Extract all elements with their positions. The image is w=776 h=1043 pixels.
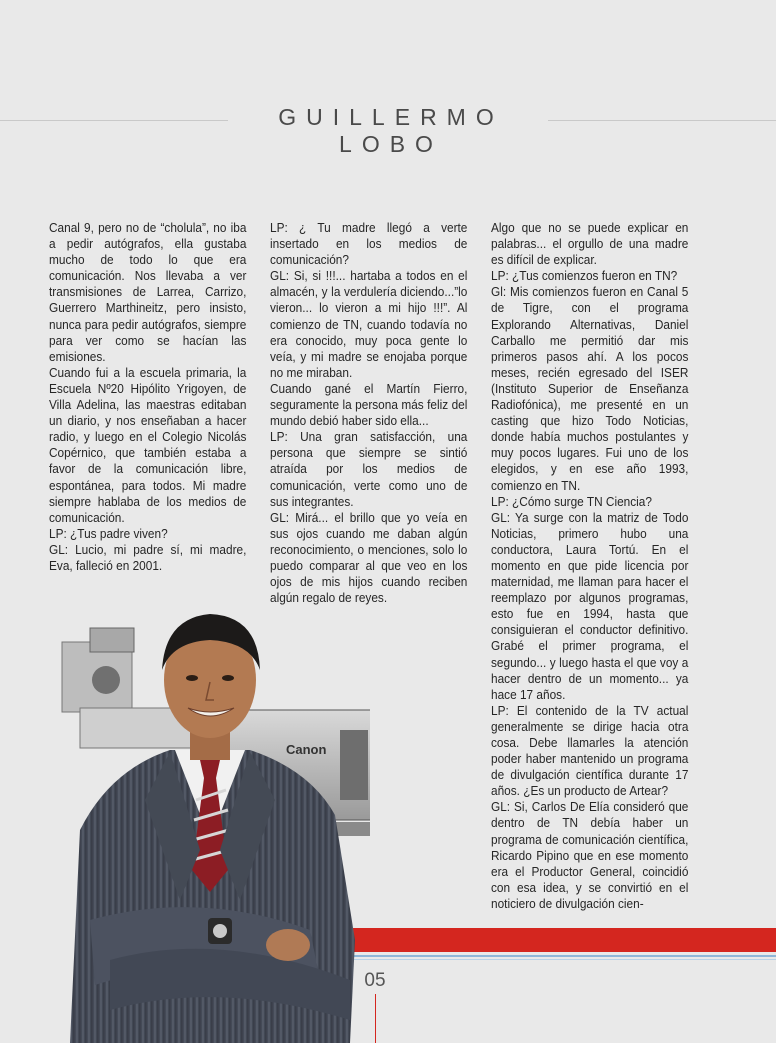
paragraph: Gl: Mis comienzos fueron en Canal 5 de Tigre, con el programa Explorando Alternativas, Daniel Carballo me permitió dar mis primeros pasos ahí. A los pocos meses, recién egresado del ISER (Instituto Superior de Enseñanza Radiofónica), me presenté en un casting que hizo Todo Noticias, donde había muchos postulantes y muy pocos lugares. Fui uno de los elegidos, y en ese año 1993, comienzo en TN. [491, 285, 689, 493]
header-rule-left [0, 120, 228, 121]
paragraph: LP: ¿Tus comienzos fueron en TN? [491, 269, 678, 284]
portrait-photo [50, 600, 370, 1043]
paragraph: GL: Mirá... el brillo que yo veía en sus ojos cuando me daban algún reconocimiento, o menciones, solo lo puedo comparar al que veo en los ojos de mis hijos cuando reciben algún regalo de reyes. [270, 510, 468, 606]
paragraph: LP: ¿Tus padre viven? [49, 526, 168, 541]
paragraph: Cuando gané el Martín Fierro, seguramente la persona más feliz del mundo debió haber sido ella... [270, 381, 468, 429]
paragraph: LP: Una gran satisfacción, una persona que siempre se sintió atraída por los medios de comunicación, verte como uno de sus integrantes. [270, 430, 468, 509]
paragraph: LP: ¿Cómo surge TN Ciencia? [491, 494, 652, 509]
paragraph: Canal 9, pero no de “cholula”, no iba a pedir autógrafos, ella gustaba mucho de todo lo que era comunicación. Nos llevaba a ver transmisiones de Larrea, Carrizo, Guerrero Marthineitz, pero insisto, nunca para pedir autógrafos, siempre para ver como se hacían las emisiones. [49, 221, 247, 364]
camera-brand-label: Canon [286, 742, 327, 757]
blue-accent-stripe [300, 955, 776, 957]
red-accent-band [300, 928, 776, 952]
paragraph: GL: Ya surge con la matriz de Todo Noticias, primero hubo una conductora, Laura Tortú. En el momento en que pide licencia por maternidad, me llaman para hacer el reemplazo por algunos programas, esto fue en 1994, hasta que consiguieran el conductor definitivo. Grabé el primer programa, el segundo... y luego hasta el que voy a hacer dentro de un momento... ya hace 17 años. [491, 510, 689, 702]
paragraph: LP: ¿ Tu madre llegó a verte insertado en los medios de comunicación? [270, 221, 468, 268]
article-column-1 [49, 220, 246, 574]
blue-accent-stripe-thin [300, 959, 776, 960]
article-column-2 [270, 220, 467, 606]
paragraph: GL: Si, Carlos De Elía consideró que dentro de TN debía haber un programa de comunicación científica, Ricardo Pipino que en ese momento era el Productor General, coincidió con esa idea, y se convirtió en el noticiero de divulgación cien- [491, 800, 689, 911]
paragraph: Algo que no se puede explicar en palabras... el orgullo de una madre es difícil de explicar. [491, 221, 689, 268]
page-number: 05 [364, 970, 386, 991]
paragraph: LP: El contenido de la TV actual generalmente se dirige hacia otra cosa. Debe llamarles la atención poder haber mantenido un programa de divulgación científica durante 17 años. ¿Es un producto de Artear? [491, 703, 689, 799]
header-rule-right [548, 120, 776, 121]
paragraph: Cuando fui a la escuela primaria, la Escuela Nº20 Hipólito Yrigoyen, de Villa Adelina, las maestras editaban un diario, y nos enseñaban a hacer radio, y luego en el Colegio Nicolás Copérnico, que también estaba a favor de la comunicación libre, espontánea, para todos. Mi madre siempre hablaba de los medios de comunicación. [49, 365, 247, 525]
paragraph: GL: Lucio, mi padre sí, mi madre, Eva, falleció en 2001. [49, 542, 247, 573]
paragraph: GL: Si, si !!!... hartaba a todos en el almacén, y la verdulería diciendo...”lo vieron... lo vieron a mi hijo !!!”. Al comienzo de TN, cuando todavía no era conocido, muy poca gente lo veía, y mi madre se enojaba porque no me miraban. [270, 269, 468, 380]
page-number-tick [375, 994, 376, 1043]
page-header-title: GUILLERMO LOBO [278, 104, 504, 157]
article-column-3 [491, 220, 688, 912]
